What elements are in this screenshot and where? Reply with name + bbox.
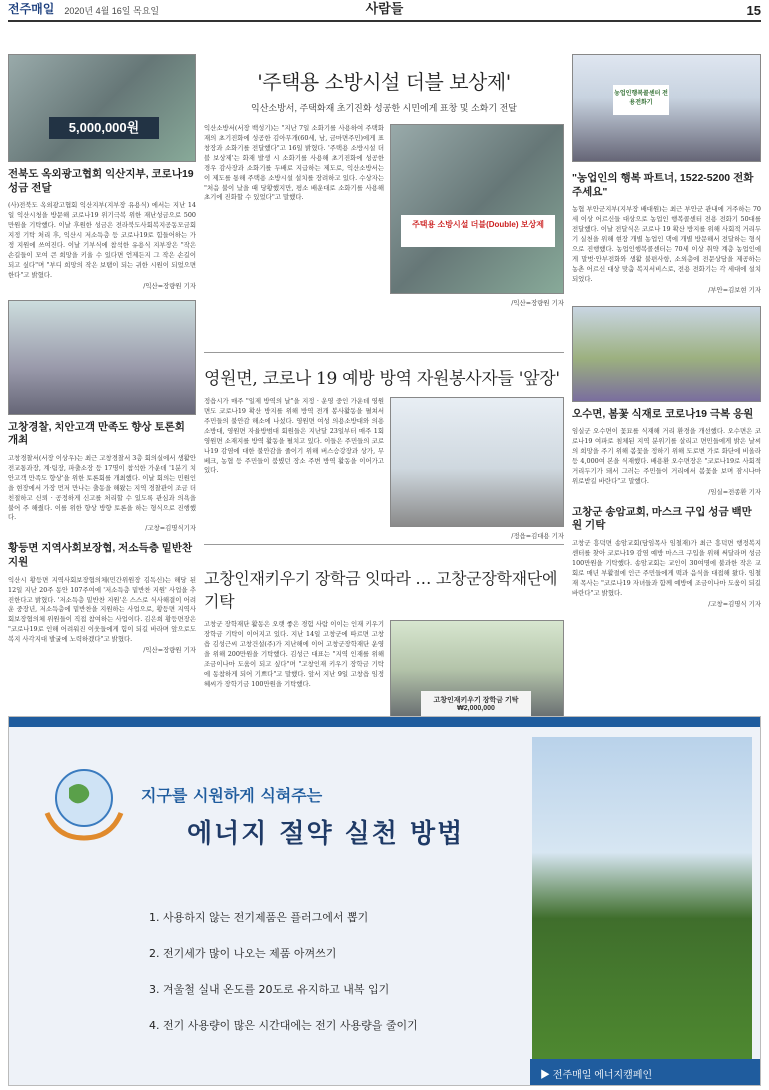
- article-byline: /고창=김명식 기자: [708, 599, 761, 608]
- headline-scholarship: 고창인재키우기 장학금 잇따라 … 고창군장학재단에 기탁: [204, 569, 558, 611]
- energy-tips-list: [149, 909, 418, 1053]
- article-body: 정읍시가 매주 "일제 방역의 날"을 지정 · 운영 중인 가운데 영원면도 코로나19 확산 방지를 위해 방역 전개 봉사활동을 펼쳐서 주민들의 불안감 해소에 나섰다. 영원면 여성 의용소방대와 의용소방대, 영원면 자율방범대 회원들은 지난달 23일부터 매주 1회 영원면 소재지를 방역 활동을 펼치고 있다. 이들은 주민들의 코로나19 감염에 대한 불안감을 줄이기 위해 버스승강장과 상가, 무베크, 농협 등 주민들이 붐볐던 장소 주변 방역 활동을 이어가고 있다.: [204, 397, 384, 475]
- center-column: [204, 54, 564, 755]
- firefight-banner: 주택용 소방시설 더블(Double) 보상제: [401, 215, 555, 247]
- article-body: (사)전북도 옥외광고협회 익산지부(지부장 유용식) 에서는 지난 14일 익산시청을 방문해 코로나19 위기극복 위한 재난성금으로 500만원을 기탁했다. 이날 후원한 성금은 전라북도사회복지공동모금회 지정 기탁 처리 후, 익산시 저소득층 등 코로나19로 힘들어하는 가정 지원에 쓰여진다. 이날 기부식에 참석한 유용식 지부장은 "작은 손길들이 모여 큰 희망을 키울 수 있다면 언제든지 그 작은 손길이 되고 싶다"며 "부디 희망의 작은 보탬이 되는 귀한 시원이 되었으면 한다"고 밝혔다.: [8, 201, 196, 279]
- left-column: [8, 54, 196, 654]
- divider: [204, 352, 564, 353]
- article-title: 고창경찰, 치안고객 만족도 향상 토론회 개최: [8, 420, 185, 447]
- subheadline-firefight: 익산소방서, 주택화재 초기진화 성공한 시민에게 표창 및 소화기 전달: [251, 103, 517, 113]
- issue-date: 2020년 4월 16일 목요일: [64, 6, 160, 16]
- firefight-photo: [390, 124, 564, 294]
- article-byline: /익산=장량원 기자: [511, 299, 564, 307]
- police-meeting-photo: [8, 300, 196, 415]
- article-body: 고창군 장학재단 활동은 오랫 좋은 경험 사람 이이는 인재 키우기 장학금 기탁이 이어지고 있다. 지난 14일 고창군에 따르면 고창읍 김성근씨 고창건설(주)가 지난해에 이어 고창군장학재단 운영을 위해 200만원을 기탁했다. 김성근 대표는 "지역 인재를 위해 조금이나마 도움이 되고 싶다"며 "고창인재 키우기 장학금 기탁에 동참하게 되어 기쁘다"고 말했다. 앞서 지난 9일 고창읍 임정혜씨가 장학기금 100만원을 기탁했다.: [204, 620, 384, 688]
- article-body: 고창군 흥덕면 송암교회(담임목사 임철재)가 최근 흥덕면 행정복지센터를 찾아 코로나19 감염 예방 마스크 구입을 위해 써달라며 성금 100만원을 기탁했다. 송암교회는 교인이 30여명에 불과한 작은 교회로 매년 부활절에 인근 주민들에게 떡과 음식을 대접해 왔다. 임철재 목사는 "코로나19 자녀들과 함께 예방에 조금이나마 도움이 되길 바란다"고 밝혔다.: [572, 539, 761, 597]
- article-body: 익산소방서(서장 백성기)는 "지난 7일 소화기를 사용하여 주택화재의 초기진화에 성공한 김아무개(60세, 남, 금마면주민)에게 표창장과 소화기를 전달했다"고 16일 밝혔다. '주택용 소방시설 더블 보상제'는 화재 발생 시 소화기를 사용해 초기진화에 성공한 경우 감사장과 소화기를 두배로 지급하는 제도로, 익산소방서는 이 제도를 통해 주택용 소방시설 설치를 장려하고 있다. 수상자는 "처음 불이 났을 때 당황했지만, 평소 배운대로 소화기를 사용해 초기에 진화할 수 있었다"고 말했다.: [204, 124, 384, 202]
- scholarship-board: 고창인재키우기 장학금 기탁 ₩2,000,000: [421, 691, 531, 731]
- divider: [204, 544, 564, 545]
- right-column: [572, 54, 761, 608]
- headline-firefight: '주택용 소방시설 더블 보상제': [257, 70, 511, 94]
- article-byline: /정읍=김대용 기자: [511, 532, 564, 540]
- ad-top-wave: [9, 717, 760, 727]
- tree-photo: [532, 737, 752, 1067]
- article-byline: /고창=김명식기자: [145, 524, 196, 533]
- headline-volunteer: 영원면, 코로나 19 예방 방역 자원봉사자들 '앞장': [204, 369, 560, 389]
- article-body: 농협 부안군지부(지부장 배대원)는 최근 부안군 관내에 거주하는 70세 이상 어르신들 대상으로 농업인 행복콜센터 전용 전화기 50대를 전달했다. 이날 전달식은 코로나 19 확산 방지를 위해 사회적 거리두기 실천을 위해 현장 개별 농업인 댁에 개별 방문해서 전달하는 형식으로 진행했다. 농업인행복콜센터는 70세 이상 취약 계층 농업인에게 말벗·안부전화와 생활 불편사항, 소외층에 전문상담을 제공하는 농촌 어르신 대상 맞춤 복지서비스로, 전용 전화기는 각 세대에 설치되었다.: [572, 205, 761, 283]
- nonghyup-photo: [572, 54, 761, 162]
- donation-board: 5,000,000원: [49, 117, 159, 139]
- article-byline: /익산=장량원 기자: [143, 646, 196, 655]
- article-title: "농업인의 행복 파트너, 1522-5200 전화주세요": [572, 172, 754, 198]
- nonghyup-board: 농업인행복콜센터 전용전화기: [613, 85, 669, 115]
- section-title: 사람들: [365, 1, 404, 16]
- ad-footer: ▶ 전주매일 에너지캠페인: [530, 1059, 760, 1085]
- article-byline: /익산=장량원 기자: [143, 281, 196, 290]
- page-number: 15: [746, 3, 761, 18]
- ad-subtitle: 지구를 시원하게 식혀주는: [141, 786, 323, 805]
- volunteer-photo: [390, 397, 564, 527]
- donation-photo: [8, 54, 196, 162]
- list-item: 4. 전기 사용량이 많은 시간대에는 전기 사용량을 줄이기: [149, 1019, 418, 1032]
- list-item: 2. 전기세가 많이 나오는 제품 아껴쓰기: [149, 947, 337, 960]
- article-body: 임실군 오수면이 꽃묘를 식재해 거리 환경을 개선했다. 오수면은 코로나19 여파로 침체된 지역 분위기를 살리고 면민들에게 밝은 날씨의 희망을 주기 위해 봄꽃을 정하기 위해 도로변 가로 화단에 비올라 등 4,000여 본을 식재했다. 배용환 오수면장은 "코로나19로 사회적 거리두기가 돼서 그러는 주민들이 거리에서 봄꽃을 보며 잠시나마 위로받길 바란다"고 말했다.: [572, 427, 761, 485]
- article-byline: /임실=전종환 기자: [708, 487, 761, 496]
- flowerbed-photo: [572, 306, 761, 402]
- list-item: 3. 겨울철 실내 온도를 20도로 유지하고 내복 입기: [149, 983, 390, 996]
- article-title: 오수면, 봄꽃 식재로 코로나19 극복 응원: [572, 407, 754, 420]
- article-body: 익산시 황등면 지역사회보장협의체(민간위원장 김독신)는 해당 된 12일 지난 20주 동안 107주여에 '저소득층 밑반찬 지원' 사업을 추진한다고 밝혔다. '저소득층 밑반찬 지원'은 스스로 식사해결이 어려운 중장년, 저소득층에 밑반찬을 지원하는 사업으로, 황등면 지역사회보장협의체 위원들이 직접 참여하는 사업이다. 김은희 황등면장은 "코로나19로 인해 어려워진 이웃들에게 힘이 되길 바라며 앞으로도 복지 사각지대 발굴에 노력하겠다"고 밝혔다.: [8, 575, 196, 644]
- globe-hands-icon: [39, 753, 129, 843]
- ad-title: 에너지 절약 실천 방법: [187, 819, 465, 849]
- article-title: 황등면 지역사회보장협, 저소득층 밑반찬 지원: [8, 542, 193, 569]
- article-body: 고창경찰서(서장 이상우)는 최근 고창경찰서 3층 회의실에서 생활안전교통과장, 계·팀장, 파출소장 등 17명이 참석한 가운데 '1분기 치안고객 만족도 향상'을 위한 토론회를 개최했다. 이날 회의는 민원인을 현장에서 가장 먼저 만나는 출동을 해왔는 지역 경찰관이 조금 더 친절하고 신뢰 · 공정하게 신고를 처리할 수 있도록 관심과 의욕을 불어 주 해줬다. 이를 위한 향상 방향 토론을 하는 형식으로 진행했다.: [8, 453, 196, 522]
- energy-campaign-ad: [8, 716, 761, 1086]
- article-title: 고창군 송암교회, 마스크 구입 성금 백만원 기탁: [572, 505, 752, 532]
- article-byline: /부안=김보현 기자: [708, 285, 761, 294]
- paper-brand: 전주매일: [8, 2, 55, 16]
- masthead: [8, 0, 761, 22]
- article-title: 전북도 옥외광고협회 익산지부, 코로나19 성금 전달: [8, 168, 194, 194]
- list-item: 1. 사용하지 않는 전기제품은 플러그에서 뽑기: [149, 911, 369, 924]
